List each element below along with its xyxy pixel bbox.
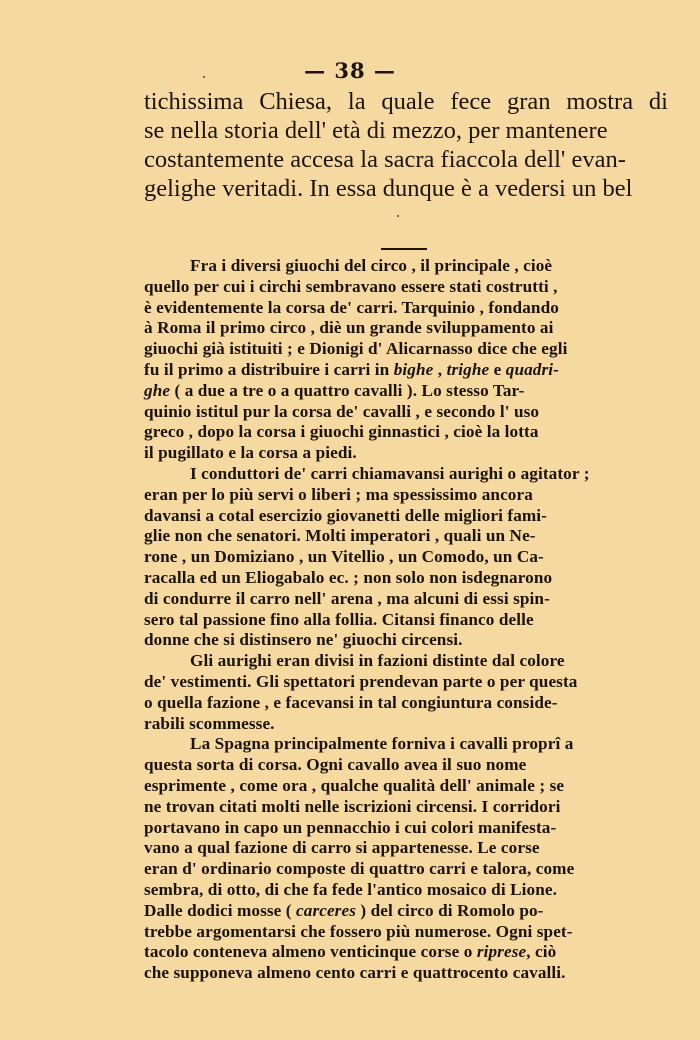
text-run: tacolo conteneva almeno venticinque corse o xyxy=(144,942,477,962)
main-line: se nella storia dell' età di mezzo, per mantenere xyxy=(144,117,608,144)
text-run: ) del circo di Romolo po- xyxy=(356,900,544,920)
footnote-line: sembra, di otto, di che fa fede l'antico mosaico di Lione. xyxy=(144,879,558,899)
footnote-line: I conduttori de' carri chiamavansi aurighi o agitator ; xyxy=(190,463,590,483)
main-text xyxy=(144,87,668,203)
footnote-line: rabili scommesse. xyxy=(144,713,275,733)
text-run: fu il primo a distribuire i carri in xyxy=(144,359,394,379)
footnote-line: quello per cui i circhi sembravano essere stati costrutti , xyxy=(144,276,558,296)
footnote-line: La Spagna principalmente forniva i cavalli proprî a xyxy=(190,734,574,754)
text-run: ( a due a tre o a quattro cavalli ). Lo stesso Tar- xyxy=(170,380,525,400)
footnote-line: sero tal passione fino alla follia. Citansi financo delle xyxy=(144,609,534,629)
main-line: costantemente accesa la sacra fiaccola dell' evan- xyxy=(144,146,626,173)
paper-speck xyxy=(397,215,399,217)
footnote-line: esprimente , come ora , qualche qualità dell' animale ; se xyxy=(144,775,565,795)
footnote-line: trebbe argomentarsi che fossero più numerose. Ogni spet- xyxy=(144,921,573,941)
footnote-line: rone , un Domiziano , un Vitellio , un Comodo, un Ca- xyxy=(144,547,544,567)
italic-term: trighe xyxy=(446,359,490,379)
footnote-line: glie non che senatori. Molti imperatori , quali un Ne- xyxy=(144,526,536,546)
footnote-line: à Roma il primo circo , diè un grande sviluppamento ai xyxy=(144,318,554,338)
footnote-line: Gli aurighi eran divisi in fazioni distinte dal colore xyxy=(190,651,565,671)
main-line: tichissima Chiesa, la quale fece gran mostra di xyxy=(144,88,668,115)
footnote-line: questa sorta di corsa. Ogni cavallo avea il suo nome xyxy=(144,755,527,775)
footnote-separator xyxy=(381,248,427,250)
footnote-line xyxy=(144,901,668,922)
footnote-line xyxy=(144,942,668,963)
footnote-line: greco , dopo la corsa i giuochi ginnastici , cioè la lotta xyxy=(144,422,539,442)
footnote-line: giuochi già istituiti ; e Dionigi d' Alicarnasso dice che egli xyxy=(144,339,568,359)
footnote-line: eran per lo più servi o liberi ; ma spessissimo ancora xyxy=(144,484,533,504)
footnote-line xyxy=(144,381,668,402)
italic-term: carceres xyxy=(296,900,356,920)
italic-term: riprese xyxy=(476,942,527,962)
text-run: e xyxy=(489,359,506,379)
italic-term: ghe xyxy=(144,380,171,400)
text-run: Dalle dodici mosse ( xyxy=(144,900,297,920)
footnote-line: o quella fazione , e facevansi in tal congiuntura conside- xyxy=(144,692,558,712)
footnote-line: portavano in capo un pennacchio i cui colori manifesta- xyxy=(144,817,557,837)
footnote-line: racalla ed un Eliogabalo ec. ; non solo non isdegnarono xyxy=(144,567,553,587)
footnote-line: è evidentemente la corsa de' carri. Tarquinio , fondando xyxy=(144,297,559,317)
italic-term: bighe xyxy=(393,359,434,379)
italic-term: quadri- xyxy=(505,359,559,379)
footnote-line: il pugillato e la corsa a piedi. xyxy=(144,443,357,463)
footnote-line: vano a qual fazione di carro si appartenesse. Le corse xyxy=(144,838,540,858)
footnote-line xyxy=(144,360,668,381)
footnote-line: de' vestimenti. Gli spettatori prendevan parte o per questa xyxy=(144,671,578,691)
footnote xyxy=(144,256,668,984)
text-run: , xyxy=(433,359,447,379)
page-number: — 38 — xyxy=(304,58,396,83)
footnote-line: ne trovan citati molti nelle iscrizioni circensi. I corridori xyxy=(144,796,561,816)
text-run: , ciò xyxy=(526,942,557,962)
footnote-line: donne che si distinsero ne' giuochi circensi. xyxy=(144,630,463,650)
footnote-line: che supponeva almeno cento carri e quattrocento cavalli. xyxy=(144,963,566,983)
footnote-line: quinio istitul pur la corsa de' cavalli , e secondo l' uso xyxy=(144,401,540,421)
footnote-line: di condurre il carro nell' arena , ma alcuni di essi spin- xyxy=(144,588,550,608)
main-line: gelighe veritadi. In essa dunque è a vedersi un bel xyxy=(144,175,633,202)
footnote-line: eran d' ordinario composte di quattro carri e talora, come xyxy=(144,859,575,879)
footnote-line: Fra i diversi giuochi del circo , il principale , cioè xyxy=(190,256,553,275)
footnote-line: davansi a cotal esercizio giovanetti delle migliori fami- xyxy=(144,505,548,525)
